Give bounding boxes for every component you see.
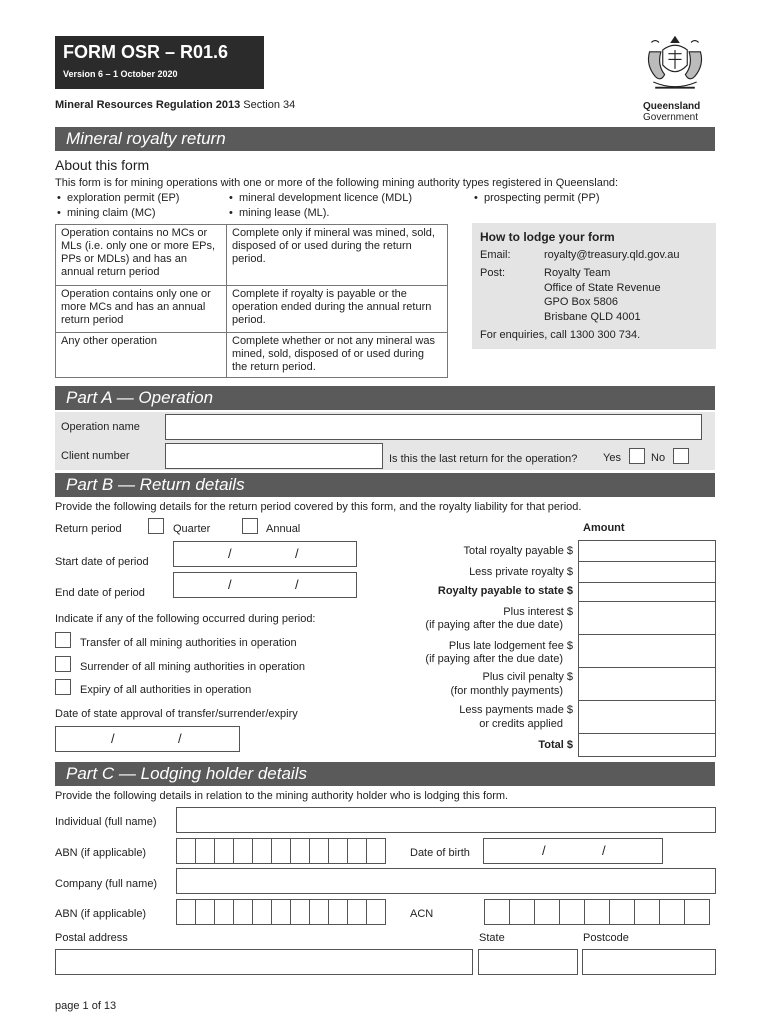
section-bar-part-c	[55, 762, 715, 786]
individual-name-input[interactable]	[176, 807, 716, 833]
queensland-crest-icon	[640, 33, 710, 99]
abn2-input[interactable]	[176, 899, 386, 925]
private-royalty-input[interactable]	[578, 561, 716, 583]
about-heading: About this form	[55, 157, 150, 173]
postal-address-label: Postal address	[55, 932, 128, 944]
company-label: Company (full name)	[55, 878, 158, 890]
operation-name-label: Operation name	[61, 421, 140, 433]
table-cell: Operation contains no MCs or MLs (i.e. only one or more EPs, PPs or MDLs) and has an annual return period	[56, 225, 227, 286]
post-line: Royalty Team	[544, 267, 611, 279]
amount-note-civil-penalty: (for monthly payments)	[450, 685, 563, 697]
regulation-reference	[55, 99, 295, 111]
last-return-label: Is this the last return for the operation?	[389, 453, 578, 465]
amount-label-total: Total $	[538, 739, 573, 751]
end-date-label: End date of period	[55, 587, 145, 599]
client-number-input[interactable]	[165, 443, 383, 469]
section-title: Part B — Return details	[66, 475, 245, 494]
bullet-mc: • mining claim (MC)	[57, 207, 156, 219]
quarter-checkbox[interactable]	[148, 518, 164, 534]
annual-label: Annual	[266, 523, 301, 535]
bullet-mdl: • mineral development licence (MDL)	[229, 192, 412, 204]
section-bar-part-a	[55, 386, 715, 410]
approval-date-label: Date of state approval of transfer/surrender/expiry	[55, 708, 298, 720]
table-cell: Complete if royalty is payable or the operation ended during the annual return period.	[227, 286, 448, 333]
postcode-input[interactable]	[582, 949, 716, 975]
lodge-info-panel	[472, 223, 716, 349]
civil-penalty-input[interactable]	[578, 667, 716, 701]
expiry-checkbox[interactable]	[55, 679, 71, 695]
postcode-label: Postcode	[583, 932, 629, 944]
date-separator: /	[295, 577, 299, 592]
surrender-label: Surrender of all mining authorities in operation	[80, 661, 306, 673]
operation-name-input[interactable]	[165, 414, 702, 440]
bullet-ep: • exploration permit (EP)	[57, 192, 180, 204]
abn-input[interactable]	[176, 838, 386, 864]
amount-note-payments: or credits applied	[479, 718, 563, 730]
no-label: No	[651, 452, 666, 464]
amount-label-civil-penalty: Plus civil penalty $	[482, 671, 573, 683]
bullet-pp: • prospecting permit (PP)	[474, 192, 600, 204]
regulation-section: Section 34	[243, 99, 296, 111]
amount-label-payable-state: Royalty payable to state $	[437, 585, 573, 597]
date-separator: /	[228, 546, 232, 561]
form-title: FORM OSR – R01.6	[63, 42, 229, 62]
date-separator: /	[228, 577, 232, 592]
start-date-label: Start date of period	[55, 556, 149, 568]
abn-label: ABN (if applicable)	[55, 847, 147, 859]
interest-input[interactable]	[578, 601, 716, 635]
payable-state-input[interactable]	[578, 582, 716, 602]
approval-date-input[interactable]	[55, 726, 240, 752]
transfer-label: Transfer of all mining authorities in operation	[80, 637, 297, 649]
form-title-block	[55, 36, 264, 89]
amount-note-interest: (if paying after the due date)	[425, 619, 563, 631]
state-label: State	[479, 932, 505, 944]
date-separator: /	[111, 731, 115, 746]
date-separator: /	[602, 843, 606, 858]
return-period-label: Return period	[55, 523, 122, 535]
amount-label-payments: Less payments made $	[459, 704, 573, 716]
acn-input[interactable]	[484, 899, 710, 925]
lodge-heading: How to lodge your form	[480, 230, 615, 244]
yes-label: Yes	[603, 452, 621, 464]
late-fee-input[interactable]	[578, 634, 716, 668]
client-number-label: Client number	[61, 450, 130, 462]
amount-label-late-fee: Plus late lodgement fee $	[448, 640, 573, 652]
company-name-input[interactable]	[176, 868, 716, 894]
total-input[interactable]	[578, 733, 716, 757]
postal-address-input[interactable]	[55, 949, 473, 975]
page-number: page 1 of 13	[55, 1000, 117, 1012]
expiry-label: Expiry of all authorities in operation	[80, 684, 252, 696]
date-separator: /	[542, 843, 546, 858]
table-cell: Any other operation	[56, 333, 227, 378]
about-text: This form is for mining operations with one or more of the following mining authority types registered in Queensland:	[55, 177, 619, 189]
state-input[interactable]	[478, 949, 578, 975]
amount-label-private-royalty: Less private royalty $	[469, 566, 573, 578]
amount-label-interest: Plus interest $	[503, 606, 573, 618]
no-checkbox[interactable]	[673, 448, 689, 464]
end-date-input[interactable]	[173, 572, 357, 598]
table-cell: Complete only if mineral was mined, sold, disposed of or used during the return period.	[227, 225, 448, 286]
post-line: GPO Box 5806	[544, 296, 618, 308]
date-separator: /	[178, 731, 182, 746]
dob-label: Date of birth	[410, 847, 470, 859]
email-link[interactable]: royalty@treasury.qld.gov.au	[544, 249, 680, 261]
annual-checkbox[interactable]	[242, 518, 258, 534]
start-date-input[interactable]	[173, 541, 357, 567]
payments-input[interactable]	[578, 700, 716, 734]
section-bar-mineral-royalty-return	[55, 127, 715, 151]
surrender-checkbox[interactable]	[55, 656, 71, 672]
table-cell: Operation contains only one or more MCs and has an annual return period	[56, 286, 227, 333]
date-separator: /	[295, 546, 299, 561]
individual-label: Individual (full name)	[55, 816, 157, 828]
yes-checkbox[interactable]	[629, 448, 645, 464]
regulation-name: Mineral Resources Regulation 2013	[55, 99, 241, 111]
enquiries-text: For enquiries, call 1300 300 734.	[480, 329, 641, 341]
part-c-intro: Provide the following details in relation to the mining authority holder who is lodging this form.	[55, 790, 509, 802]
email-label: Email:	[480, 249, 511, 261]
section-title: Part A — Operation	[66, 388, 214, 407]
table-row	[56, 333, 448, 378]
section-title: Mineral royalty return	[66, 129, 226, 148]
post-line: Brisbane QLD 4001	[544, 311, 641, 323]
table-cell: Complete whether or not any mineral was mined, sold, disposed of or used during the return period.	[227, 333, 448, 378]
transfer-checkbox[interactable]	[55, 632, 71, 648]
amount-heading: Amount	[583, 522, 625, 534]
dob-input[interactable]	[483, 838, 663, 864]
logo-text-government: Government	[643, 112, 699, 123]
post-label: Post:	[480, 267, 506, 279]
total-royalty-input[interactable]	[578, 540, 716, 562]
amount-note-late-fee: (if paying after the due date)	[425, 653, 563, 665]
logo-text-queensland: Queensland	[643, 101, 701, 112]
post-line: Office of State Revenue	[544, 282, 661, 294]
section-title: Part C — Lodging holder details	[66, 764, 307, 783]
form-version: Version 6 – 1 October 2020	[63, 69, 178, 79]
operation-type-table	[55, 224, 448, 378]
table-row	[56, 225, 448, 286]
indicate-label: Indicate if any of the following occurred during period:	[55, 613, 316, 625]
amount-label-total-royalty: Total royalty payable $	[463, 545, 573, 557]
part-b-intro: Provide the following details for the return period covered by this form, and the royalty liability for that period.	[55, 501, 582, 513]
section-bar-part-b	[55, 473, 715, 497]
acn-label: ACN	[410, 908, 434, 920]
bullet-ml: • mining lease (ML).	[229, 207, 330, 219]
abn2-label: ABN (if applicable)	[55, 908, 147, 920]
table-row	[56, 286, 448, 333]
quarter-label: Quarter	[173, 523, 211, 535]
